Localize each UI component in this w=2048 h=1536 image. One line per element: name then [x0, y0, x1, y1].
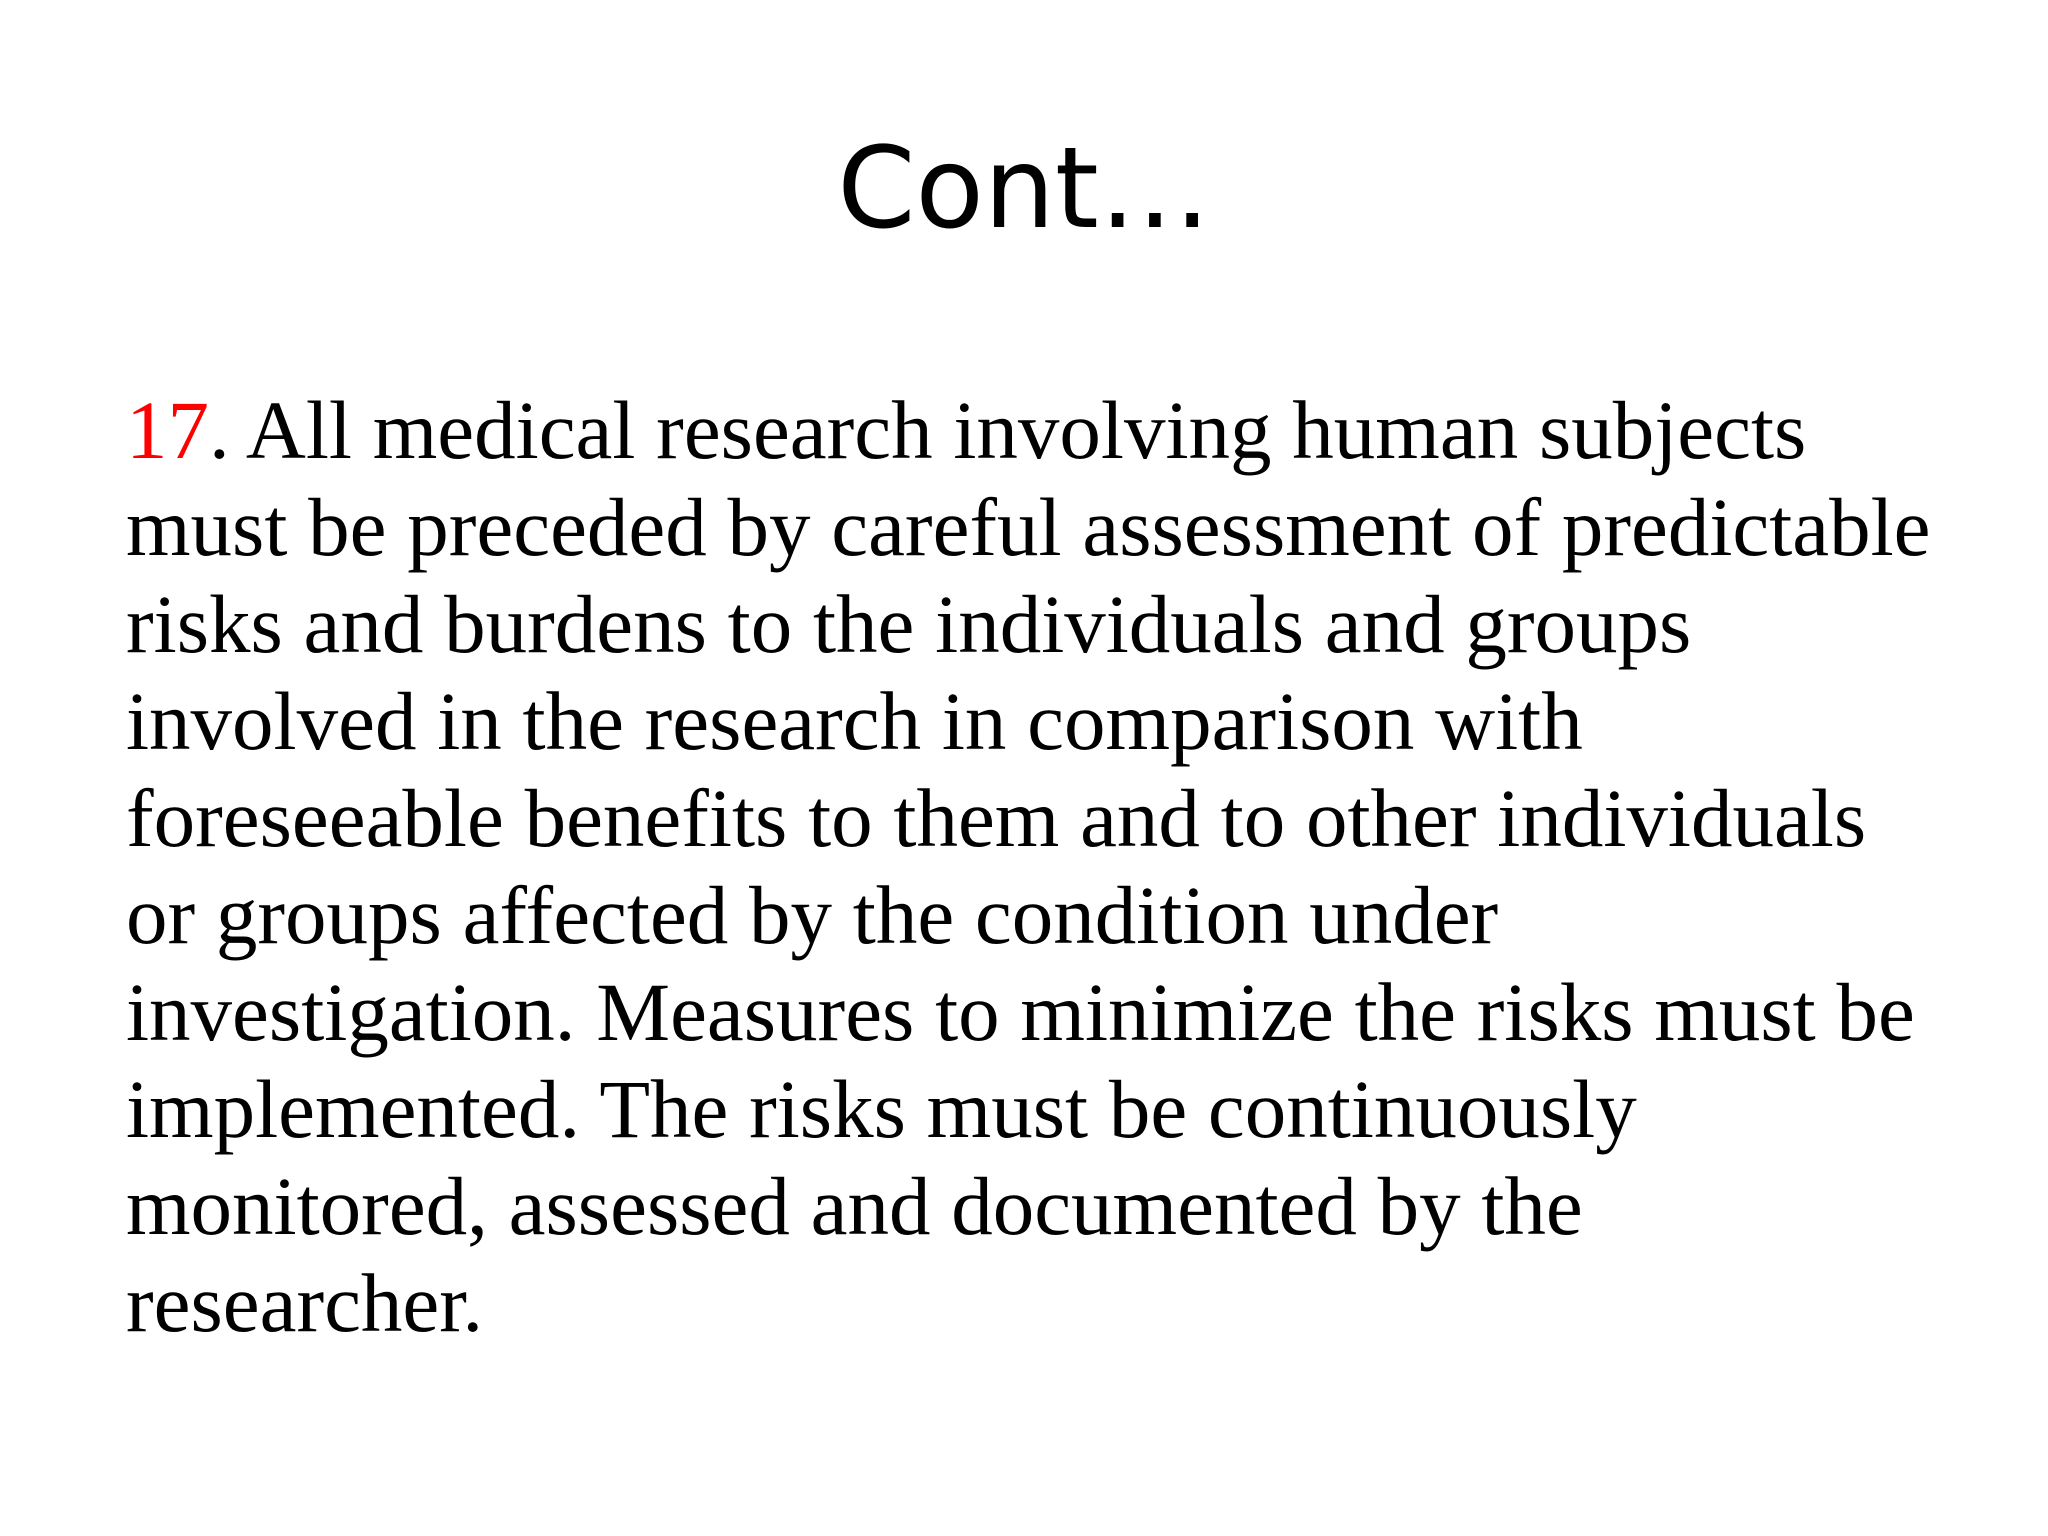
slide-title: Cont… [837, 124, 1211, 254]
item-text: . All medical research involving human subjects must be preceded by careful assessment of predictable risks and burdens to the individuals and groups involved in the research in comparison with foreseeable benefits to them and to other individuals or groups affected by the condition under investigation. Measures to minimize the risks must be implemented. The risks must be continuously monitored, assessed and documented by the researcher. [126, 384, 1931, 1349]
slide-body-paragraph [126, 382, 1956, 1352]
item-number: 17 [126, 384, 209, 476]
